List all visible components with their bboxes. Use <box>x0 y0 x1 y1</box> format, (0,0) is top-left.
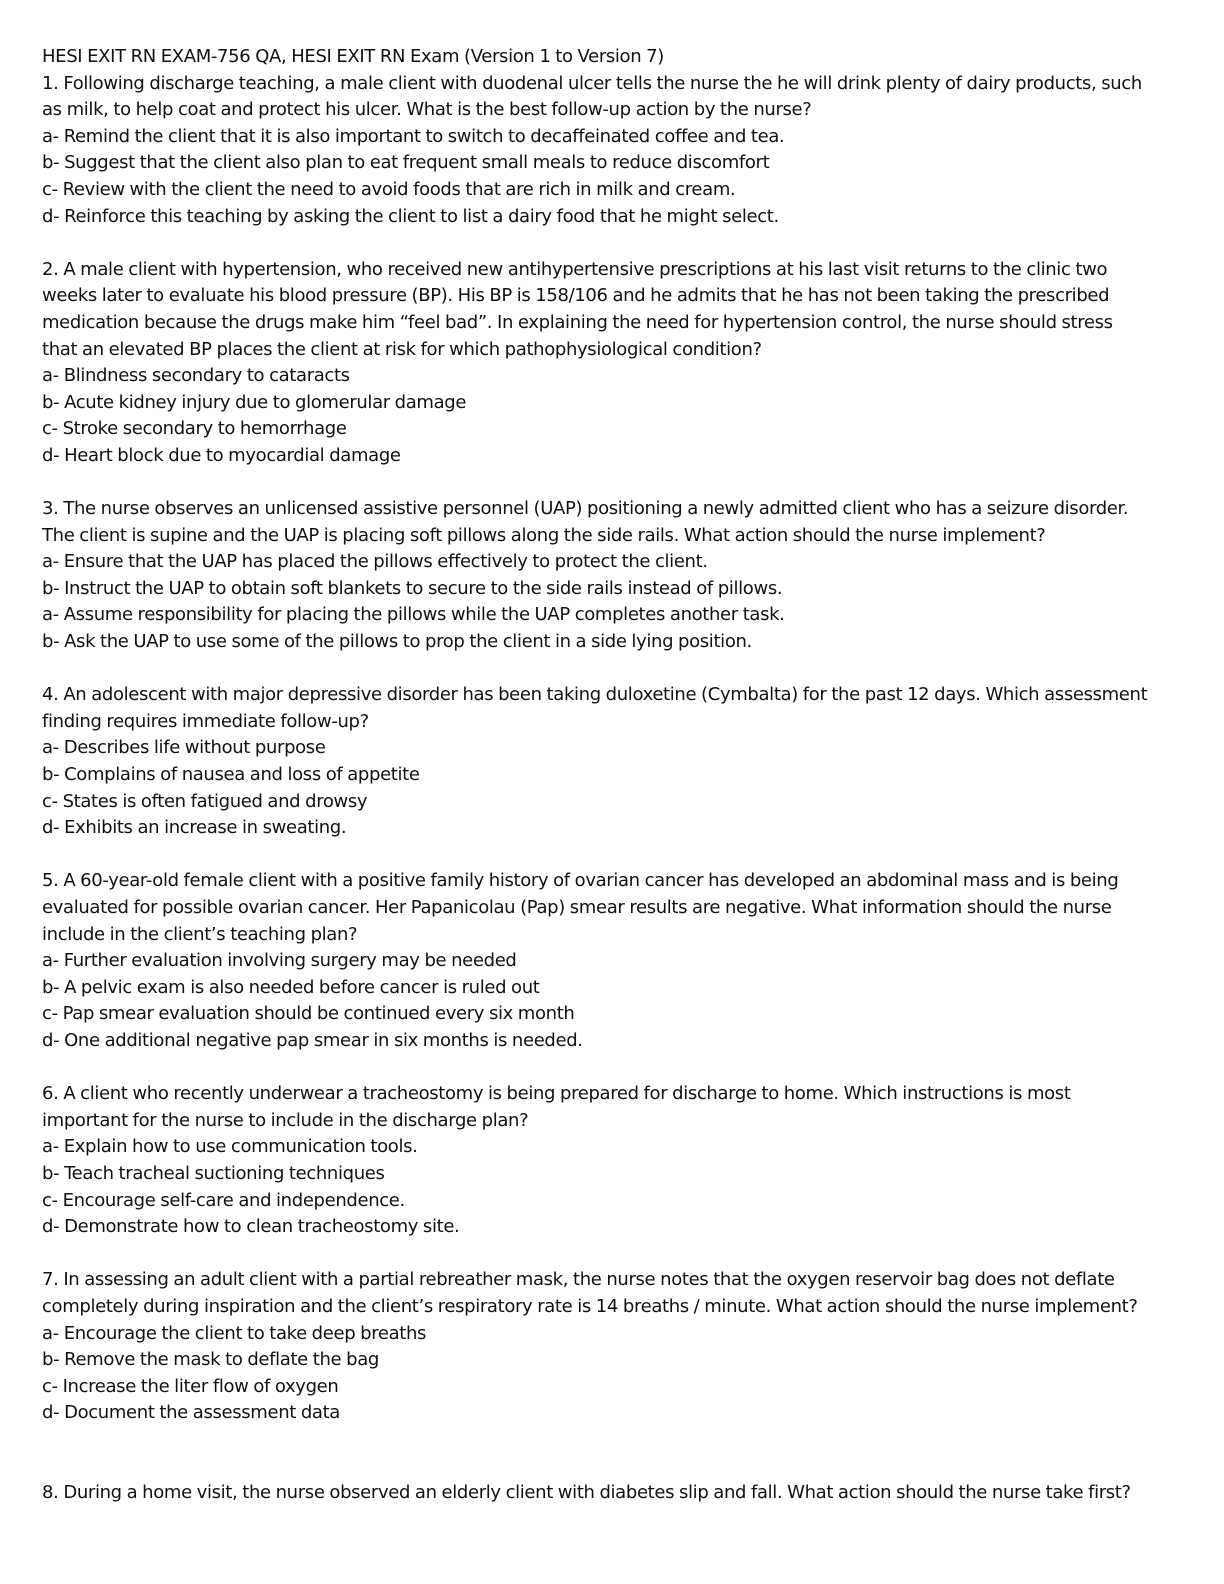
answer-option-c: c- Review with the client the need to avoid foods that are rich in milk and cream. <box>42 178 736 200</box>
question-stem-line: 6. A client who recently underwear a tracheostomy is being prepared for discharge to home. Which instructions is most <box>42 1083 1071 1105</box>
question-stem-line: The client is supine and the UAP is placing soft pillows along the side rails. What action should the nurse implement? <box>42 524 1046 546</box>
question-8 <box>42 1480 1192 1507</box>
answer-option-b: b- Ask the UAP to use some of the pillows to prop the client in a side lying position. <box>42 631 752 653</box>
question-stem-line: that an elevated BP places the client at risk for which pathophysiological condition? <box>42 338 762 360</box>
question-stem-line: weeks later to evaluate his blood pressure (BP). His BP is 158/106 and he admits that he has not been taking the prescribed <box>42 285 1110 307</box>
answer-option-c: c- Increase the liter flow of oxygen <box>42 1375 339 1397</box>
answer-option-a: a- Blindness secondary to cataracts <box>42 365 350 387</box>
question-stem-line: 2. A male client with hypertension, who received new antihypertensive prescriptions at his last visit returns to the clinic two <box>42 258 1108 280</box>
answer-option-c: c- Encourage self-care and independence. <box>42 1189 405 1211</box>
paragraph-gap <box>42 656 1192 683</box>
answer-option-c: c- Stroke secondary to hemorrhage <box>42 418 347 440</box>
question-4 <box>42 682 1192 842</box>
question-7 <box>42 1267 1192 1427</box>
question-stem-line: important for the nurse to include in the discharge plan? <box>42 1109 529 1131</box>
answer-option-b: b- Instruct the UAP to obtain soft blankets to secure to the side rails instead of pillows. <box>42 577 783 599</box>
paragraph-gap <box>42 230 1192 257</box>
document-title: HESI EXIT RN EXAM-756 QA, HESI EXIT RN Exam (Version 1 to Version 7) <box>42 46 664 67</box>
paragraph-gap <box>42 470 1192 497</box>
question-3 <box>42 496 1192 656</box>
answer-option-b: b- Acute kidney injury due to glomerular damage <box>42 391 467 413</box>
question-2 <box>42 257 1192 470</box>
answer-option-a: a- Explain how to use communication tools. <box>42 1136 418 1158</box>
paragraph-gap <box>42 1055 1192 1082</box>
answer-option-d: d- Exhibits an increase in sweating. <box>42 817 347 839</box>
answer-option-a: a- Encourage the client to take deep breaths <box>42 1322 427 1344</box>
answer-option-a: a- Describes life without purpose <box>42 737 326 759</box>
question-5 <box>42 868 1192 1054</box>
question-1 <box>42 71 1192 231</box>
answer-option-c: c- Pap smear evaluation should be continued every six month <box>42 1003 575 1025</box>
question-stem-line: completely during inspiration and the client’s respiratory rate is 14 breaths / minute. What action should the nurse implement? <box>42 1295 1138 1317</box>
answer-option-b: b- A pelvic exam is also needed before cancer is ruled out <box>42 976 540 998</box>
answer-option-d: d- Heart block due to myocardial damage <box>42 444 401 466</box>
answer-option-b: b- Teach tracheal suctioning techniques <box>42 1162 385 1184</box>
question-stem-line: as milk, to help coat and protect his ulcer. What is the best follow-up action by the nurse? <box>42 99 812 121</box>
question-stem-line: 4. An adolescent with major depressive disorder has been taking duloxetine (Cymbalta) for the past 12 days. Which assessment <box>42 684 1148 706</box>
question-stem-line: medication because the drugs make him “feel bad”. In explaining the need for hypertension control, the nurse should stress <box>42 311 1113 333</box>
question-stem-line: finding requires immediate follow-up? <box>42 710 369 732</box>
answer-option-a: a- Remind the client that it is also important to switch to decaffeinated coffee and tea. <box>42 125 785 147</box>
answer-option-c: c- States is often fatigued and drowsy <box>42 790 368 812</box>
answer-option-a: a- Ensure that the UAP has placed the pillows effectively to protect the client. <box>42 551 708 573</box>
question-stem-line: 8. During a home visit, the nurse observed an elderly client with diabetes slip and fall. What action should the nurse take first? <box>42 1482 1131 1504</box>
answer-option-b: b- Complains of nausea and loss of appetite <box>42 764 420 786</box>
paragraph-gap <box>42 1241 1192 1268</box>
question-stem-line: 1. Following discharge teaching, a male client with duodenal ulcer tells the nurse the he will drink plenty of dairy products, such <box>42 72 1142 94</box>
answer-option-d: d- One additional negative pap smear in six months is needed. <box>42 1029 583 1051</box>
answer-option-d: d- Reinforce this teaching by asking the client to list a dairy food that he might select. <box>42 205 779 227</box>
paragraph-gap <box>42 1427 1192 1480</box>
answer-option-d: d- Document the assessment data <box>42 1402 340 1424</box>
answer-option-b: b- Remove the mask to deflate the bag <box>42 1349 379 1371</box>
question-stem-line: 7. In assessing an adult client with a partial rebreather mask, the nurse notes that the oxygen reservoir bag does not deflate <box>42 1269 1115 1291</box>
question-stem-line: include in the client’s teaching plan? <box>42 923 358 945</box>
answer-option-b: b- Suggest that the client also plan to eat frequent small meals to reduce discomfort <box>42 152 770 174</box>
answer-option-d: d- Demonstrate how to clean tracheostomy site. <box>42 1216 460 1238</box>
question-stem-line: 5. A 60-year-old female client with a positive family history of ovarian cancer has developed an abdominal mass and is being <box>42 870 1119 892</box>
document-page <box>42 44 1192 1507</box>
question-stem-line: evaluated for possible ovarian cancer. Her Papanicolau (Pap) smear results are negative. What information should the nurse <box>42 897 1112 918</box>
paragraph-gap <box>42 842 1192 869</box>
answer-option-a: a- Assume responsibility for placing the pillows while the UAP completes another task. <box>42 604 785 626</box>
answer-option-a: a- Further evaluation involving surgery may be needed <box>42 950 517 972</box>
question-6 <box>42 1081 1192 1241</box>
question-stem-line: 3. The nurse observes an unlicensed assistive personnel (UAP) positioning a newly admitted client who has a seizure disorder. <box>42 498 1129 520</box>
